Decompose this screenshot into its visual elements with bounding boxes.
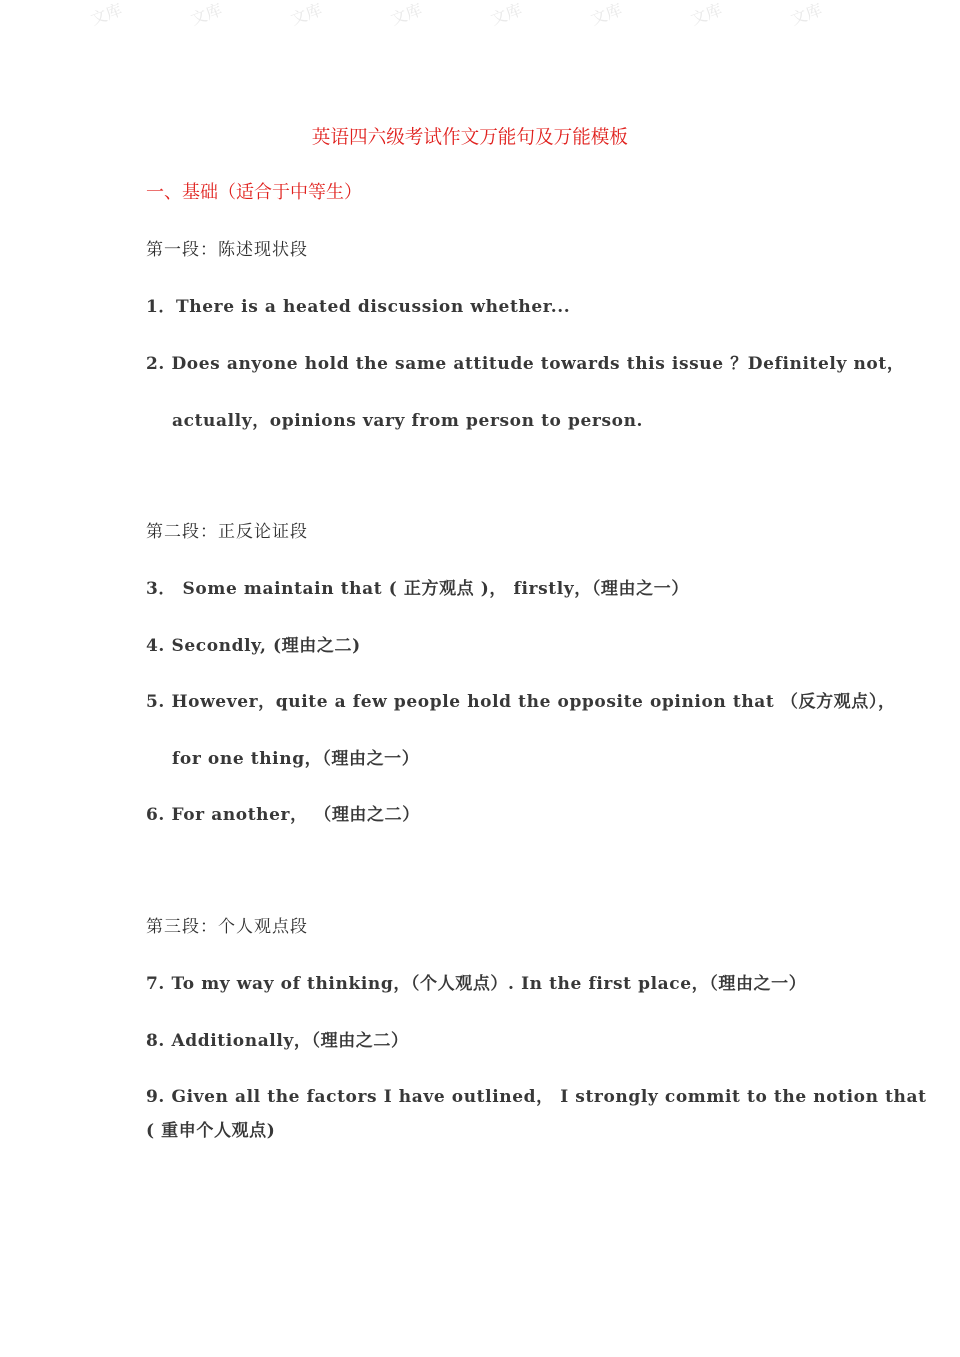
- sentence-2: 2. Does anyone hold the same attitude towards this issue ？Definitely not，: [146, 354, 905, 374]
- sentence-4: 4. Secondly, (理由之二): [146, 636, 361, 656]
- watermark-text: 文库: [88, 0, 125, 29]
- sentence-3: 3． Some maintain that ( 正方观点 )， firstly，（理由之一）: [146, 579, 689, 599]
- watermark-text: 文库: [388, 0, 425, 29]
- sentence-1: 1．There is a heated discussion whether...: [146, 297, 571, 317]
- sentence-9-continued: ( 重申个人观点): [146, 1121, 276, 1141]
- section-heading: 一、基础（适合于中等生）: [146, 182, 362, 203]
- sentence-5-continued: for one thing，（理由之一）: [172, 749, 420, 769]
- sentence-5: 5. However，quite a few people hold the opposite opinion that （反方观点），: [146, 692, 896, 712]
- sentence-9: 9. Given all the factors I have outlined， I strongly commit to the notion that: [146, 1087, 927, 1107]
- paragraph3-heading: 第三段：个人观点段: [146, 917, 308, 937]
- watermark-text: 文库: [588, 0, 625, 29]
- sentence-6: 6. For another， （理由之二）: [146, 805, 420, 825]
- watermark-text: 文库: [488, 0, 525, 29]
- sentence-2-continued: actually，opinions vary from person to person.: [172, 411, 644, 431]
- paragraph2-heading: 第二段：正反论证段: [146, 522, 308, 542]
- watermark-text: 文库: [288, 0, 325, 29]
- watermark-text: 文库: [788, 0, 825, 29]
- watermark-text: 文库: [188, 0, 225, 29]
- watermark-strip: [0, 0, 960, 30]
- sentence-8: 8. Additionally，（理由之二）: [146, 1031, 409, 1051]
- sentence-7: 7. To my way of thinking，（个人观点）. In the first place，（理由之一）: [146, 974, 807, 994]
- paragraph1-heading: 第一段：陈述现状段: [146, 240, 308, 260]
- watermark-text: 文库: [688, 0, 725, 29]
- document-title: 英语四六级考试作文万能句及万能模板: [311, 126, 629, 148]
